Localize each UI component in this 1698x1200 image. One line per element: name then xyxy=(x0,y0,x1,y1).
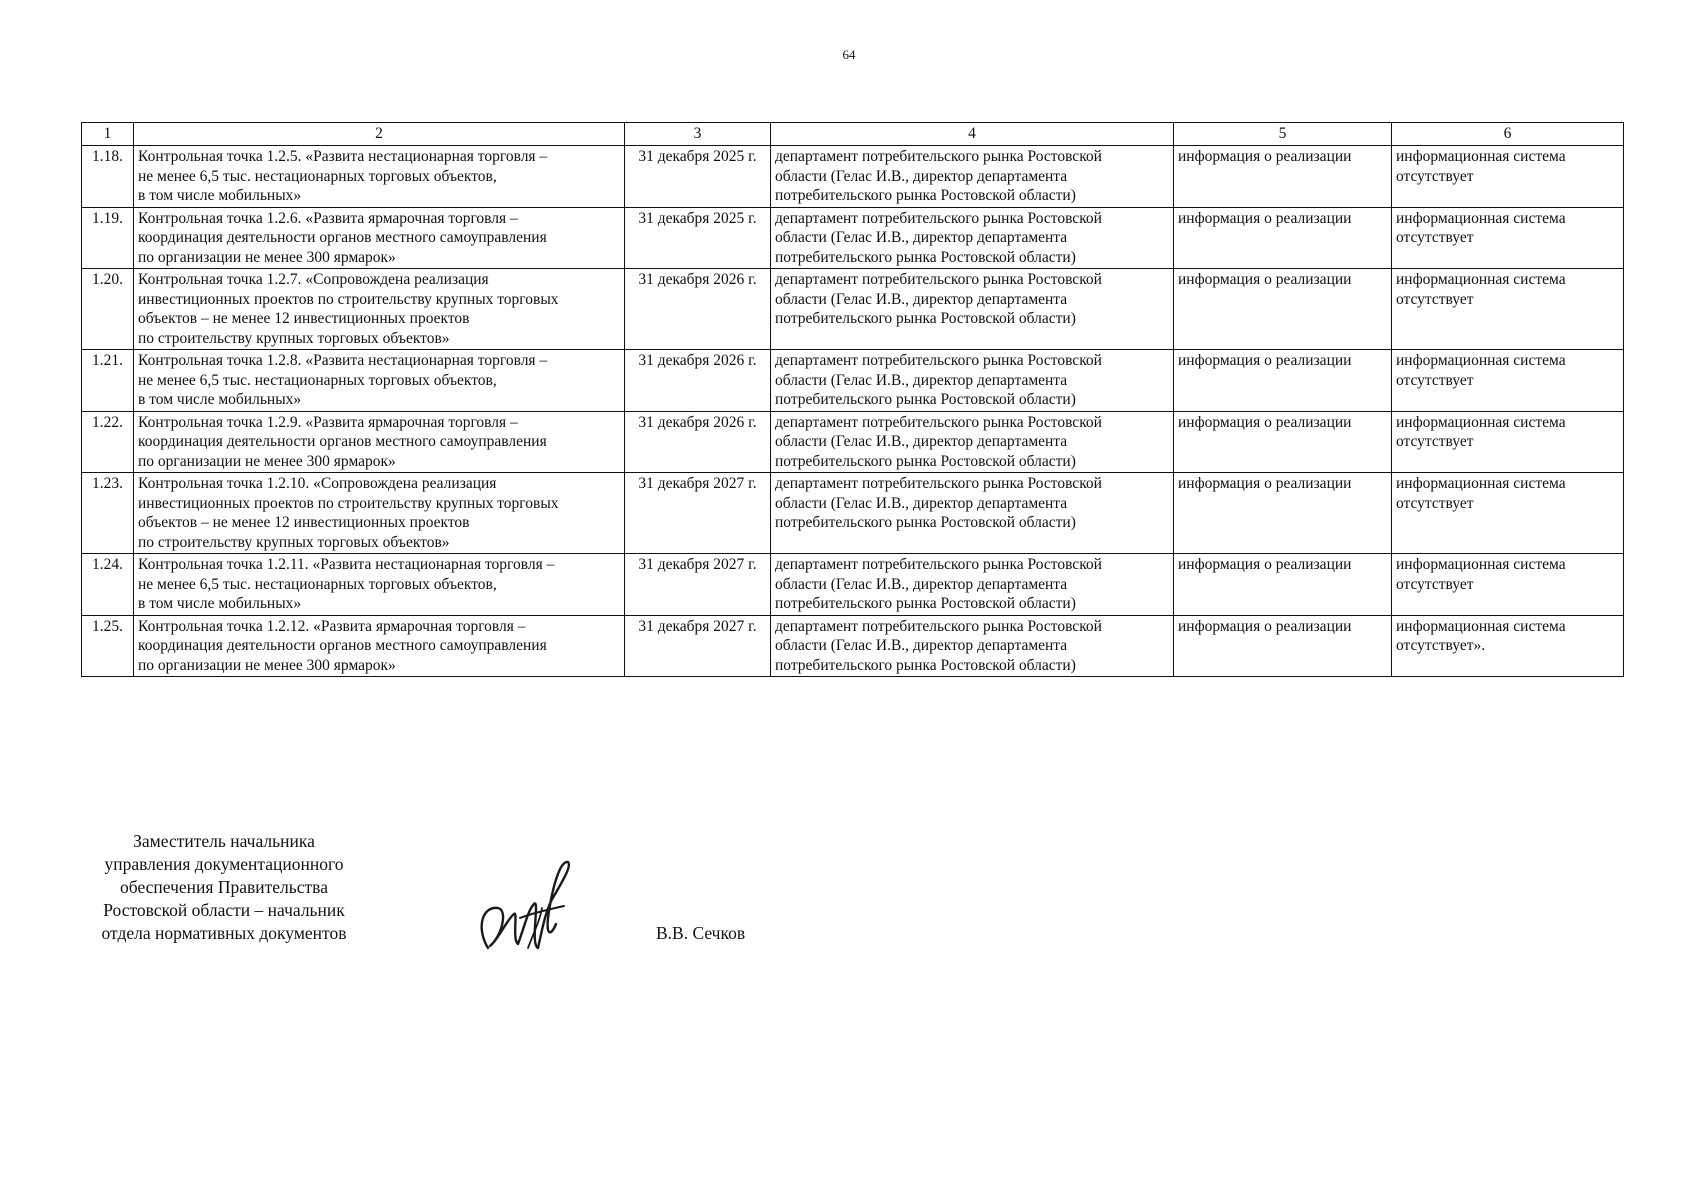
document-type-cell: информация о реализации xyxy=(1174,269,1392,350)
information-system-cell: информационная система отсутствует xyxy=(1392,473,1624,554)
control-point-cell: Контрольная точка 1.2.11. «Развита нестационарная торговля – не менее 6,5 тыс. нестационарных торговых объектов, в том числе мобильных» xyxy=(134,554,625,616)
signatory-position: Заместитель начальника управления документационного обеспечения Правительства Ростовской области – начальник отдела нормативных документов xyxy=(101,831,347,943)
responsible-cell: департамент потребительского рынка Ростовской области (Гелас И.В., директор департамента потребительского рынка Ростовской области) xyxy=(771,411,1174,473)
row-number-cell: 1.19. xyxy=(82,207,134,269)
row-number-cell: 1.18. xyxy=(82,146,134,208)
table-row xyxy=(82,350,1624,412)
row-number-cell: 1.22. xyxy=(82,411,134,473)
document-type-cell: информация о реализации xyxy=(1174,473,1392,554)
information-system-cell: информационная система отсутствует xyxy=(1392,146,1624,208)
row-number-cell: 1.20. xyxy=(82,269,134,350)
control-point-cell: Контрольная точка 1.2.10. «Сопровождена реализация инвестиционных проектов по строительству крупных торговых объектов – не менее 12 инвестиционных проектов по строительству крупных торговых объектов» xyxy=(134,473,625,554)
responsible-cell: департамент потребительского рынка Ростовской области (Гелас И.В., директор департамента потребительского рынка Ростовской области) xyxy=(771,615,1174,677)
information-system-cell: информационная система отсутствует xyxy=(1392,269,1624,350)
responsible-cell: департамент потребительского рынка Ростовской области (Гелас И.В., директор департамента потребительского рынка Ростовской области) xyxy=(771,269,1174,350)
responsible-cell: департамент потребительского рынка Ростовской области (Гелас И.В., директор департамента потребительского рынка Ростовской области) xyxy=(771,146,1174,208)
control-point-cell: Контрольная точка 1.2.12. «Развита ярмарочная торговля – координация деятельности органов местного самоуправления по организации не менее 300 ярмарок» xyxy=(134,615,625,677)
table-row xyxy=(82,411,1624,473)
document-type-cell: информация о реализации xyxy=(1174,146,1392,208)
deadline-cell: 31 декабря 2027 г. xyxy=(625,554,771,616)
column-header: 6 xyxy=(1392,123,1624,146)
table-body xyxy=(82,146,1624,677)
responsible-cell: департамент потребительского рынка Ростовской области (Гелас И.В., директор департамента потребительского рынка Ростовской области) xyxy=(771,554,1174,616)
row-number-cell: 1.21. xyxy=(82,350,134,412)
table-row xyxy=(82,554,1624,616)
responsible-cell: департамент потребительского рынка Ростовской области (Гелас И.В., директор департамента потребительского рынка Ростовской области) xyxy=(771,350,1174,412)
control-point-cell: Контрольная точка 1.2.9. «Развита ярмарочная торговля – координация деятельности органов местного самоуправления по организации не менее 300 ярмарок» xyxy=(134,411,625,473)
document-type-cell: информация о реализации xyxy=(1174,411,1392,473)
information-system-cell: информационная система отсутствует xyxy=(1392,350,1624,412)
table-row xyxy=(82,473,1624,554)
handwritten-signature xyxy=(468,848,586,966)
deadline-cell: 31 декабря 2026 г. xyxy=(625,350,771,412)
control-point-cell: Контрольная точка 1.2.6. «Развита ярмарочная торговля – координация деятельности органов местного самоуправления по организации не менее 300 ярмарок» xyxy=(134,207,625,269)
document-type-cell: информация о реализации xyxy=(1174,615,1392,677)
column-header: 5 xyxy=(1174,123,1392,146)
deadline-cell: 31 декабря 2027 г. xyxy=(625,473,771,554)
table-row xyxy=(82,269,1624,350)
table-header-row xyxy=(82,123,1624,146)
document-type-cell: информация о реализации xyxy=(1174,554,1392,616)
deadline-cell: 31 декабря 2025 г. xyxy=(625,207,771,269)
column-header: 3 xyxy=(625,123,771,146)
table-row xyxy=(82,615,1624,677)
deadline-cell: 31 декабря 2026 г. xyxy=(625,269,771,350)
table-row xyxy=(82,207,1624,269)
row-number-cell: 1.25. xyxy=(82,615,134,677)
information-system-cell: информационная система отсутствует xyxy=(1392,207,1624,269)
control-point-cell: Контрольная точка 1.2.7. «Сопровождена реализация инвестиционных проектов по строительству крупных торговых объектов – не менее 12 инвестиционных проектов по строительству крупных торговых объектов» xyxy=(134,269,625,350)
information-system-cell: информационная система отсутствует xyxy=(1392,554,1624,616)
information-system-cell: информационная система отсутствует xyxy=(1392,411,1624,473)
responsible-cell: департамент потребительского рынка Ростовской области (Гелас И.В., директор департамента потребительского рынка Ростовской области) xyxy=(771,207,1174,269)
column-header: 2 xyxy=(134,123,625,146)
table-row xyxy=(82,146,1624,208)
deadline-cell: 31 декабря 2026 г. xyxy=(625,411,771,473)
responsible-cell: департамент потребительского рынка Ростовской области (Гелас И.В., директор департамента потребительского рынка Ростовской области) xyxy=(771,473,1174,554)
control-points-table xyxy=(81,122,1624,677)
row-number-cell: 1.23. xyxy=(82,473,134,554)
deadline-cell: 31 декабря 2027 г. xyxy=(625,615,771,677)
row-number-cell: 1.24. xyxy=(82,554,134,616)
control-point-cell: Контрольная точка 1.2.5. «Развита нестационарная торговля – не менее 6,5 тыс. нестационарных торговых объектов, в том числе мобильных» xyxy=(134,146,625,208)
column-header: 1 xyxy=(82,123,134,146)
page-number: 64 xyxy=(842,47,856,62)
document-type-cell: информация о реализации xyxy=(1174,350,1392,412)
column-header: 4 xyxy=(771,123,1174,146)
deadline-cell: 31 декабря 2025 г. xyxy=(625,146,771,208)
signatory-name: В.В. Сечков xyxy=(656,923,746,943)
information-system-cell: информационная система отсутствует». xyxy=(1392,615,1624,677)
control-point-cell: Контрольная точка 1.2.8. «Развита нестационарная торговля – не менее 6,5 тыс. нестационарных торговых объектов, в том числе мобильных» xyxy=(134,350,625,412)
document-type-cell: информация о реализации xyxy=(1174,207,1392,269)
